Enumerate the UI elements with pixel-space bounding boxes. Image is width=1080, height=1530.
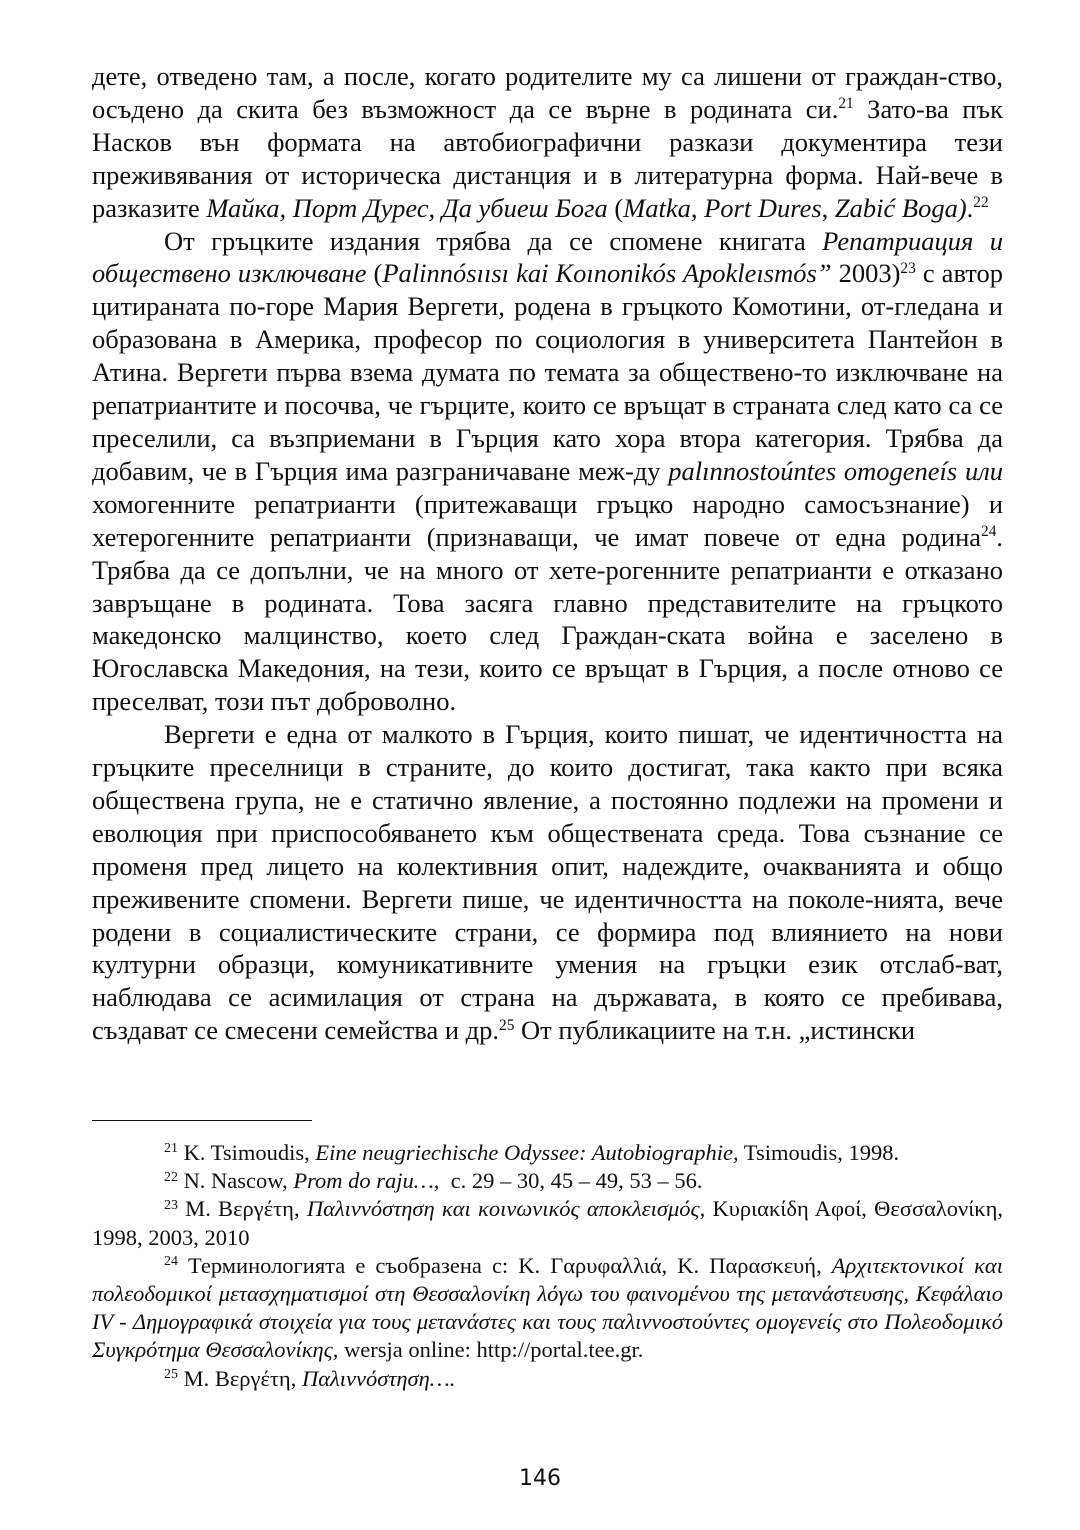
footnote-separator [92, 1120, 312, 1121]
footnote-title: Eine neugriechische Odyssee: Autobiographie, [315, 1140, 739, 1165]
term: palınnostoúntes omogeneís или [668, 455, 1004, 486]
book-title: Matka [623, 192, 691, 223]
footnote-ref-25[interactable]: 25 [499, 1016, 515, 1034]
paragraph-text: От гръцките издания трябва да се спомене книгата [164, 225, 823, 256]
footnote-title: Παλιννόστηση και κοινωνικός αποκλεισμός, [306, 1196, 706, 1222]
footnote-text: Μ. Βεργέτη, [177, 1365, 302, 1391]
footnote-22 [92, 1167, 1003, 1195]
footnote-25 [92, 1365, 1003, 1393]
paragraph-text: Зато-ва пък Насков вън формата на автобиографични разкази документира тези преживявания от историческа дистанция и в литературна форма. Най-вече в разказите [92, 93, 1004, 223]
footnote-ref-21[interactable]: 21 [838, 95, 854, 113]
paragraph-text: ( [366, 258, 383, 289]
paragraph-text: Вергети е една от малкото в Гърция, които пишат, че идентичността на гръцките преселници в страните, до които достигат, така както при всяка обществена група, не е статично явление, а постоянно подлежи на промени и еволюция при приспособяването към обществената среда. Това съзнание се променя пред лицето на колективния опит, надеждите, очакванията и общо преживените спомени. Вергети пише, че идентичността на поколе-нията, вече родени в социалистическите страни, се формира под влиянието на нови културни образци, комуникативните умения на гръцки език отслаб-ват, наблюдава се асимилация от страна на държавата, в която се пребивава, създават се смесени семейства и др. [92, 719, 1003, 1046]
footnote-21 [92, 1139, 1003, 1167]
footnote-text: N. Nascow, [177, 1168, 294, 1194]
footnote-text: с. 29 – 30, 45 – 49, 53 – 56. [439, 1168, 703, 1194]
paragraph-text: , [690, 192, 705, 223]
paragraph-text: дете, отведено там, а после, когато родителите му са лишени от граждан-ство, осъдено да скита без възможност да се върне в родината си. [92, 61, 1003, 124]
page-number: 146 [519, 1466, 561, 1491]
footnote-text: Μ. Βεργέτη, [177, 1196, 307, 1222]
paragraph-text: ( [607, 192, 624, 223]
book-title: Майка, Порт Дурес, Да убиеш Бога [206, 192, 608, 223]
paragraph-text: с автор цитираната по-горе Мария Вергети, родена в гръцкото Комотини, от-гледана и образована в Америка, професор по социология в университета Пантейон в Атина. Вергети първа взема думата по темата за обществено-то изключване на репатриантите и посочва, че гърците, които се връщат в страната след като са се преселили, са възприемани в Гърция като хора втора категория. Трябва да добавим, че в Гърция има разграничаване меж-ду [92, 258, 1004, 486]
book-title: Репатриация и обществено изключване [92, 225, 1003, 289]
footnote-text: Κυριακίδη Αφοί, Θεσσαλονίκη, 1998, 2003, 2010 [92, 1196, 1004, 1250]
footnote-number: 25 [164, 1366, 178, 1382]
paragraph-text: . [966, 192, 974, 223]
footnote-text: wersja online: http://portal.tee.gr. [338, 1337, 644, 1363]
book-title: Palinnósıısı kai Koınonikós Apokleısmós” [382, 258, 832, 289]
footnote-title: Παλιννόστηση…. [301, 1365, 456, 1391]
footnotes [92, 1139, 1003, 1393]
body-text [92, 60, 1003, 1047]
paragraph-text: . Трябва да се допълни, че на много от хете-рогенните репатрианти е отказано завръщане в родината. Това засяга главно представителите на гръцкото македонско малцинство, което след Граждан-ската война е заселено в Югославска Македония, на тези, които се връщат в Гърция, а после отново се преселват, този път доброволно. [92, 521, 1003, 717]
footnote-text: Tsimoudis, 1998. [738, 1140, 900, 1165]
footnote-24 [92, 1252, 1003, 1365]
footnote-title: Αρχιτεκτονικοί και πολεοδομικοί μετασχηματισμοί στη Θεσσαλονίκη λόγω του φαινομένου της μετανάστευσης, Κεφάλαιο IV - Δημογραφικά στοιχεία για τους μετανάστες και τους παλιννοστούντες ομογενείς στο Πολεοδομικό Συγκρότημα Θεσσαλονίκης, [92, 1252, 1003, 1363]
paragraph-text: 2003) [831, 258, 901, 289]
book-title: Port Dures [704, 192, 822, 223]
footnote-number: 21 [164, 1141, 178, 1157]
paragraph-1 [92, 60, 1003, 225]
footnote-text: K. Tsimoudis, [177, 1140, 316, 1165]
footnote-number: 22 [164, 1169, 178, 1185]
paragraph-text: хомогенните репатрианти (притежаващи гръцко народно самосъзнание) и хетерогенните репатрианти (признаващи, че имат повече от една родина [92, 488, 1003, 552]
footnote-number: 23 [164, 1197, 178, 1213]
paragraph-2 [92, 225, 1003, 719]
paragraph-text: От публикациите на т.н. „истински [514, 1015, 916, 1046]
footnote-ref-23[interactable]: 23 [900, 259, 916, 277]
footnote-ref-22[interactable]: 22 [973, 194, 989, 212]
footnote-23 [92, 1195, 1003, 1251]
footnote-ref-24[interactable]: 24 [981, 523, 997, 541]
footnote-title: Prom do raju…, [293, 1168, 440, 1194]
paragraph-text: , [821, 192, 835, 223]
book-title: Zabić Boga) [834, 192, 967, 223]
paragraph-3 [92, 718, 1003, 1047]
footnote-number: 24 [164, 1254, 178, 1270]
footnote-text: Терминологията е съобразена с: Κ. Γαρυφαλλιά, Κ. Παρασκευή, [177, 1252, 832, 1278]
